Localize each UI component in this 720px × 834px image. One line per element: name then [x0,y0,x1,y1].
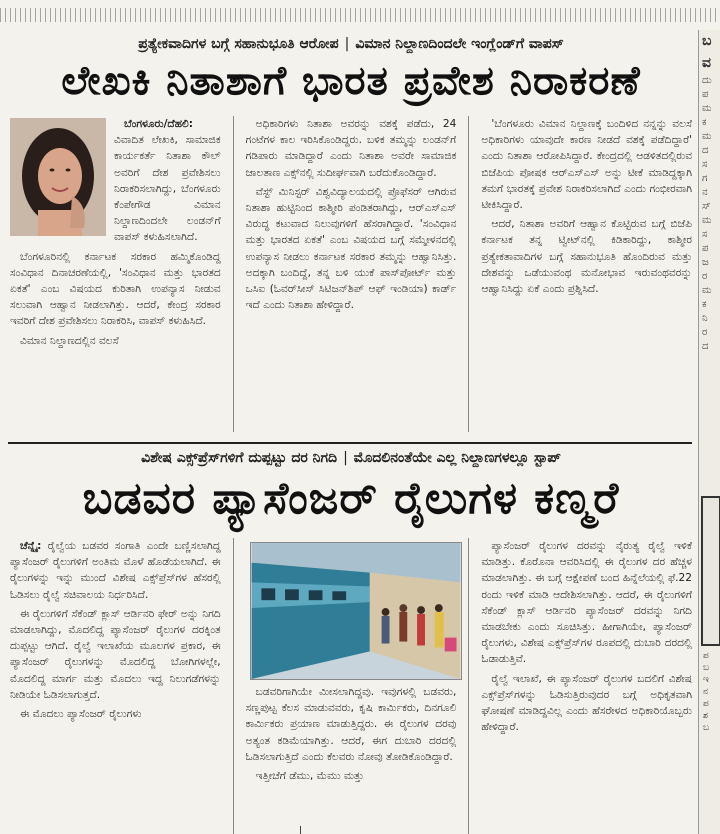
column-divider [233,116,234,432]
adjacent-column-strip [698,30,720,834]
story1-kicker-left: ಪ್ರತ್ಯೇಕವಾದಿಗಳ ಬಗ್ಗೆ ಸಹಾನುಭೂತಿ ಆರೋಪ [138,36,339,52]
author-photo [10,118,106,236]
column-divider [468,116,469,432]
story2-col2-para-1: ಬಡವರಿಗಾಗಿಯೇ ಮೀಸಲಾಗಿದ್ದವು. ಇವುಗಳಲ್ಲಿ ಬಡವರು, ಸಣ್ಣಪುಟ್ಟ ಕೆಲಸ ಮಾಡುವವರು, ಕೃಷಿ ಕಾರ್ಮಿಕರು, ದಿನಗೂಲಿ ಕಾರ್ಮಿಕರು ಪ್ರಯಾಣ ಮಾಡುತ್ತಿದ್ದರು. ಈ ರೈಲುಗಳ ದರವು ಅತ್ಯಂತ ಕಡಿಮೆಯಾಗಿತ್ತು. ಆದರೆ, ಈಗ ದುಬಾರಿ ದರದಲ್ಲಿ ಓಡಿಸಲಾಗುತ್ತಿದೆ ಎಂದು ಕೆಲವರು ನೋವು ತೋಡಿಕೊಂಡಿದ್ದಾರೆ. [245,686,457,763]
story1-col2-para-2: ವೆಸ್ಟ್ ಮಿನಿಸ್ಟರ್ ವಿಶ್ವವಿದ್ಯಾಲಯದಲ್ಲಿ ಪ್ರೊಫೆಸರ್ ಆಗಿರುವ ನಿತಾಶಾ ಹುಟ್ಟಿನಿಂದ ಕಾಶ್ಮೀರಿ ಪಂಡಿತರಾಗಿದ್ದು, ಆರ್‌ಎಸ್‌ಎಸ್ ವಿರುದ್ಧ ಕಟುವಾದ ನಿಲುವುಗಳಿಗೆ ಹೆಸರಾಗಿದ್ದಾರೆ. 'ಸಂವಿಧಾನ ಮತ್ತು ಭಾರತದ ಏಕತೆ' ಎಂಬ ವಿಷಯದ ಬಗ್ಗೆ ಸಮ್ಮೇಳನದಲ್ಲಿ ಉಪನ್ಯಾಸ ನೀಡಲು ಕರ್ನಾಟಕ ಸರಕಾರ ತಮ್ಮನ್ನು ಆಹ್ವಾನಿಸಿತ್ತು. ಅದಕ್ಕಾಗಿ ಬಂದಿದ್ದೆ, ತನ್ನ ಬಳಿ ಯುಕೆ ಪಾಸ್‌ಪೋರ್ಟ್ ಮತ್ತು ಒಸಿಐ (ಓವರ್‌ಸೀಸ್ ಸಿಟಿಜನ್‌ಶಿಪ್ ಆಫ್ ಇಂಡಿಯಾ) ಕಾರ್ಡ್ ಇದೆ ಎಂದು ನಿತಾಶಾ ಹೇಳಿದ್ದಾರೆ. [245,185,457,312]
strip-fragment: ಪ [702,89,709,100]
strip-fragment: ಬ [702,33,712,49]
story1-column-3 [481,116,692,432]
story2-kicker-left: ವಿಶೇಷ ಎಕ್ಸ್‌ಪ್ರೆಸ್‌ಗಳಿಗೆ ದುಪ್ಪಟ್ಟು ದರ ನಿಗದಿ [141,450,338,466]
strip-fragment: ನ [702,187,708,198]
strip-fragment: ಪ [703,699,709,709]
top-masthead-rule [0,8,720,22]
story2-col3-para-1: ಪ್ಯಾಸೆಂಜರ್ ರೈಲುಗಳ ದರವನ್ನು ನೈರುತ್ಯ ರೈಲ್ವೆ ಇಳಿಕೆ ಮಾಡಿತ್ತು. ಕೊರೊನಾ ಆವರಿಸಿದಲ್ಲಿ ಈ ರೈಲುಗಳ ದರ ಹೆಚ್ಚಳ ಮಾಡಲಾಗಿತ್ತು. ಈ ಬಗ್ಗೆ ಆಕ್ಷೇಪಣೆ ಬಂದ ಹಿನ್ನೆಲೆಯಲ್ಲಿ ಫೆ.22 ರಂದು ಇಳಿಕೆ ಮಾಡಿ ಆದೇಶಿಸಲಾಗಿತ್ತು. ಆದರೆ, ಈ ರೈಲುಗಳಿಗೆ ಸೆಕೆಂಡ್ ಕ್ಲಾಸ್ ಆರ್ಡಿನರಿ ಪ್ಯಾಸೆಂಜರ್ ದರವನ್ನು ನಿಗದಿ ಮಾಡಬೇಕು ಎಂದು ಸೂಚಿಸಿತ್ತು. ಹೀಗಾಗಿಯೇ, ಪ್ಯಾಸೆಂಜರ್ ರೈಲುಗಳು, ವಿಶೇಷ ಎಕ್ಸ್‌ಪ್ರೆಸ್‌ಗಳ ರೂಪದಲ್ಲಿ ದುಬಾರಿ ದರದಲ್ಲಿ ಓಡಾಡುತ್ತಿವೆ. [481,540,693,666]
strip-fragment: ಶ [703,711,708,721]
story1-kicker [10,34,692,54]
strip-fragment: ಬ [703,723,710,733]
story-nitasha-kaul [10,34,692,438]
story2-column-3 [481,538,692,834]
strip-fragment: ಇ [703,675,709,685]
strip-fragment: ಜ [702,257,709,268]
story1-kicker-right: ವಿಮಾನ ನಿಲ್ದಾಣದಿಂದಲೇ ಇಂಗ್ಲೆಂಡ್‌ಗೆ ವಾಪಸ್ [355,36,564,52]
story1-col3-para-2: ಆದರೆ, ನಿತಾಶಾ ಅವರಿಗೆ ಆಹ್ವಾನ ಕೊಟ್ಟಿರುವ ಬಗ್ಗೆ ಬಿಜೆಪಿ ಕರ್ನಾಟಕ ತನ್ನ ಟ್ವೀಟ್‌ನಲ್ಲಿ ಕಿಡಿಕಾರಿದ್ದು, ಕಾಶ್ಮೀರ ಪ್ರತ್ಯೇಕತಾವಾದಿಗಳ ಬಗ್ಗೆ ಸಹಾನುಭೂತಿ ಹೊಂದಿರುವ ಮತ್ತು ದೇಶವನ್ನು ಒಡೆಯುವಂಥ ಮನೋಭಾವ ಇರುವಂಥವರನ್ನು ಆಹ್ವಾನಿಸಿದ್ದು ಏಕೆ ಎಂದು ಪ್ರಶ್ನಿಸಿದೆ. [481,218,693,296]
strip-fragment: ನ [703,687,709,697]
story2-col2-para-2: ಇತ್ತೀಚೆಗೆ ಡೆಮು, ಮೆಮು ಮತ್ತು [255,770,364,783]
story1-headline: ಲೇಖಕಿ ನಿತಾಶಾಗೆ ಭಾರತ ಪ್ರವೇಶ ನಿರಾಕರಣೆ [61,58,641,104]
story2-headline: ಬಡವರ ಪ್ಯಾಸೆಂಜರ್ ರೈಲುಗಳ ಕಣ್ಮರೆ [82,473,620,524]
story2-kicker-separator: | [343,450,348,466]
bottom-column-rule [300,826,301,834]
adjacent-ad-box [701,496,720,646]
story1-col2-para-1: ಅಧಿಕಾರಿಗಳು ನಿತಾಶಾ ಅವರನ್ನು ವಶಕ್ಕೆ ಪಡೆದು, 24 ಗಂಟೆಗಳ ಕಾಲ ಇರಿಸಿಕೊಂಡಿದ್ದರು. ಬಳಿಕ ತಮ್ಮನ್ನು ಲಂಡನ್‌ಗೆ ಗಡಿಪಾರು ಮಾಡಿದ್ದಾರೆ ಎಂದು ನಿತಾಶಾ ಅವರೇ ಸಾಮಾಜಿಕ ಜಾಲತಾಣ ಎಕ್ಸ್‌ನಲ್ಲಿ ಸುದೀರ್ಘವಾಗಿ ಬರೆದುಕೊಂಡಿದ್ದಾರೆ. [245,118,457,179]
author-portrait-image [10,118,106,236]
strip-fragment: ಸ [702,159,708,170]
strip-fragment: ದ [702,145,709,156]
strip-fragment: ಕ [702,117,707,128]
story1-dateline: ಬೆಂಗಳೂರು/ದೆಹಲಿ: [124,118,194,130]
story1-kicker-separator: | [344,36,350,52]
strip-fragment: ಸ್ [702,201,711,212]
story1-col1-para-2: ಬೆಂಗಳೂರಿನಲ್ಲಿ ಕರ್ನಾಟಕ ಸರಕಾರ ಹಮ್ಮಿಕೊಂಡಿದ್ದ ಸಂವಿಧಾನ ದಿನಾಚರಣೆಯಲ್ಲಿ, 'ಸಂವಿಧಾನ ಮತ್ತು ಭಾರತದ ಏಕತೆ' ಎಂಬ ವಿಷಯದ ಕುರಿತಾಗಿ ಉಪನ್ಯಾಸ ನೀಡುವ ಸಲುವಾಗಿ ಆಹ್ವಾನ ನೀಡಲಾಗಿತ್ತು. ಆದರೆ, ಕೇಂದ್ರ ಸರಕಾರ ಇವರಿಗೆ ದೇಶ ಪ್ರವೇಶಿಸಲು ನಿರಾಕರಿಸಿ, ವಾಪಸ್ ಕಳುಹಿಸಿದೆ. [10,250,221,328]
strip-fragment: ರ [702,271,708,282]
strip-fragment: ದು [702,75,712,86]
story2-column-1 [10,538,221,834]
strip-fragment: ಬ [703,663,710,673]
strip-fragment: ಸ [702,229,708,240]
strip-fragment: ವ [702,55,711,71]
train-platform-photo [250,542,462,680]
column-divider [468,538,469,834]
story2-kicker [10,448,692,468]
story1-col3-para-1: 'ಬೆಂಗಳೂರು ವಿಮಾನ ನಿಲ್ದಾಣಕ್ಕೆ ಬಂದಿಳಿದ ನನ್ನನ್ನು ವಲಸೆ ಅಧಿಕಾರಿಗಳು ಯಾವುದೇ ಕಾರಣ ನೀಡದೆ ವಶಕ್ಕೆ ಪಡೆದಿದ್ದಾರೆ' ಎಂದು ನಿತಾಶಾ ಆರೋಪಿಸಿದ್ದಾರೆ. ಕೇಂದ್ರದಲ್ಲಿ ಆಡಳಿತದಲ್ಲಿರುವ ಬಿಜೆಪಿಯ ಪೋಷಕ ಆರ್‌ಎಸ್‌ಎಸ್ ಅನ್ನು ಟೀಕೆ ಮಾಡಿದ್ದಕ್ಕಾಗಿ ತಮಗೆ ಭಾರತಕ್ಕೆ ಪ್ರವೇಶ ನಿರಾಕರಿಸಲಾಗಿದೆ ಎಂದು ಗಂಭೀರವಾಗಿ ಟೀಕಿಸಿದ್ದಾರೆ. [481,118,693,212]
story1-col1-para-3: ವಿಮಾನ ನಿಲ್ದಾಣದಲ್ಲಿನ ವಲಸೆ [20,334,119,347]
story2-dateline: ಚೆನ್ನೈ: [20,540,42,552]
story2-kicker-right: ಮೊದಲಿನಂತೆಯೇ ಎಲ್ಲ ನಿಲ್ದಾಣಗಳಲ್ಲೂ ಸ್ಟಾಪ್ [353,450,561,466]
strip-fragment: ನಿ [702,313,708,324]
adjacent-ad-text [703,650,709,734]
story1-column-2 [246,116,457,432]
strip-fragment: ಮ [702,215,712,226]
story1-columns [10,116,692,432]
story2-col1-para-2: ಈ ರೈಲುಗಳಿಗೆ ಸೆಕೆಂಡ್ ಕ್ಲಾಸ್ ಆರ್ಡಿನರಿ ಫೇರ್ ಅನ್ನು ನಿಗದಿ ಮಾಡಲಾಗಿದ್ದು, ಮೊದಲಿದ್ದ ಪ್ಯಾಸೆಂಜರ್ ರೈಲುಗಳ ದರಕ್ಕಿಂತ ದುಪ್ಪಟ್ಟು ಆಗಿದೆ. ರೈಲ್ವೆ ಇಲಾಖೆಯ ಮೂಲಗಳ ಪ್ರಕಾರ, ಈ ಪ್ಯಾಸೆಂಜರ್ ರೈಲುಗಳನ್ನು ಮೊದಲಿದ್ದ ಬೋಗಿಗಳಲ್ಲೇ, ಮೊದಲಿದ್ದ ಮಾರ್ಗ ಮತ್ತು ಮೊದಲು ಇದ್ದ ನಿಲುಗಡೆಗಳನ್ನು ನೀಡಿಯೇ ಓಡಿಸಲಾಗುತ್ತದೆ. [10,607,221,701]
strip-fragment: ಮ [702,131,712,142]
story2-col1-para-3: ಈ ಮೊದಲು ಪ್ಯಾಸೆಂಜರ್ ರೈಲುಗಳು [20,708,142,721]
strip-fragment: ಪ [702,243,709,254]
column-divider [233,538,234,834]
train-platform-image [251,543,461,679]
strip-fragment: ದ [702,341,709,352]
story2-col1-para-1: ರೈಲ್ವೆಯ ಬಡವರ ಸಂಗಾತಿ ಎಂದೇ ಬಣ್ಣಿಸಲಾಗಿದ್ದ ಪ್ಯಾಸೆಂಜರ್ ರೈಲುಗಳಿಗೆ ಅಂತಿಮ ಮೊಳೆ ಹೊಡೆಯಲಾಗಿದೆ. ಈ ರೈಲುಗಳನ್ನು ಇನ್ನು ಮುಂದೆ ವಿಶೇಷ ಎಕ್ಸ್‌ಪ್ರೆಸ್‌ಗಳ ಹೆಸರಲ್ಲಿ ಓಡಿಸಲು ರೈಲ್ವೆ ಸಚಿವಾಲಯ ನಿರ್ಧರಿಸಿದೆ. [10,540,221,601]
strip-fragment: ಮ [702,103,712,114]
strip-fragment: ಮ [702,285,712,296]
strip-fragment: ರ [702,327,708,338]
story-separator-rule [8,442,692,444]
strip-fragment: ಪ [703,651,709,661]
story1-col1-para-1: ವಿವಾದಿತ ಲೇಖಕಿ, ಸಾಮಾಜಿಕ ಕಾರ್ಯಕರ್ತೆ ನಿತಾಶಾ ಕೌಲ್ ಅವರಿಗೆ ದೇಶ ಪ್ರವೇಶಿಸಲು ನಿರಾಕರಿಸಲಾಗಿದ್ದು, ಬೆಂಗಳೂರು ಕೆಂಪೇಗೌಡ ವಿಮಾನ ನಿಲ್ದಾಣದಿಂದಲೇ ಲಂಡನ್‌ಗೆ ವಾಪಸ್ ಕಳುಹಿಸಲಾಗಿದೆ. [114,134,221,244]
strip-fragment: ಗ [702,173,708,184]
story2-col3-para-2: ರೈಲ್ವೆ ಇಲಾಖೆ, ಈ ಪ್ಯಾಸೆಂಜರ್ ರೈಲುಗಳ ಬದಲಿಗೆ ವಿಶೇಷ ಎಕ್ಸ್‌ಪ್ರೆಸ್‌ಗಳನ್ನು ಓಡಿಸುತ್ತಿರುವುದರ ಬಗ್ಗೆ ಅಧಿಕೃತವಾಗಿ ಘೋಷಣೆ ಮಾಡಿದ್ದವಿಲ್ಲ ಎಂದು ಹೆಸರೇಳದ ಅಧಿಕಾರಿಯೊಬ್ಬರು ಹೇಳಿದ್ದಾರೆ. [481,672,693,734]
story1-column-1 [10,116,221,432]
story-passenger-trains [10,448,692,834]
strip-fragment: ಕ [702,299,707,310]
